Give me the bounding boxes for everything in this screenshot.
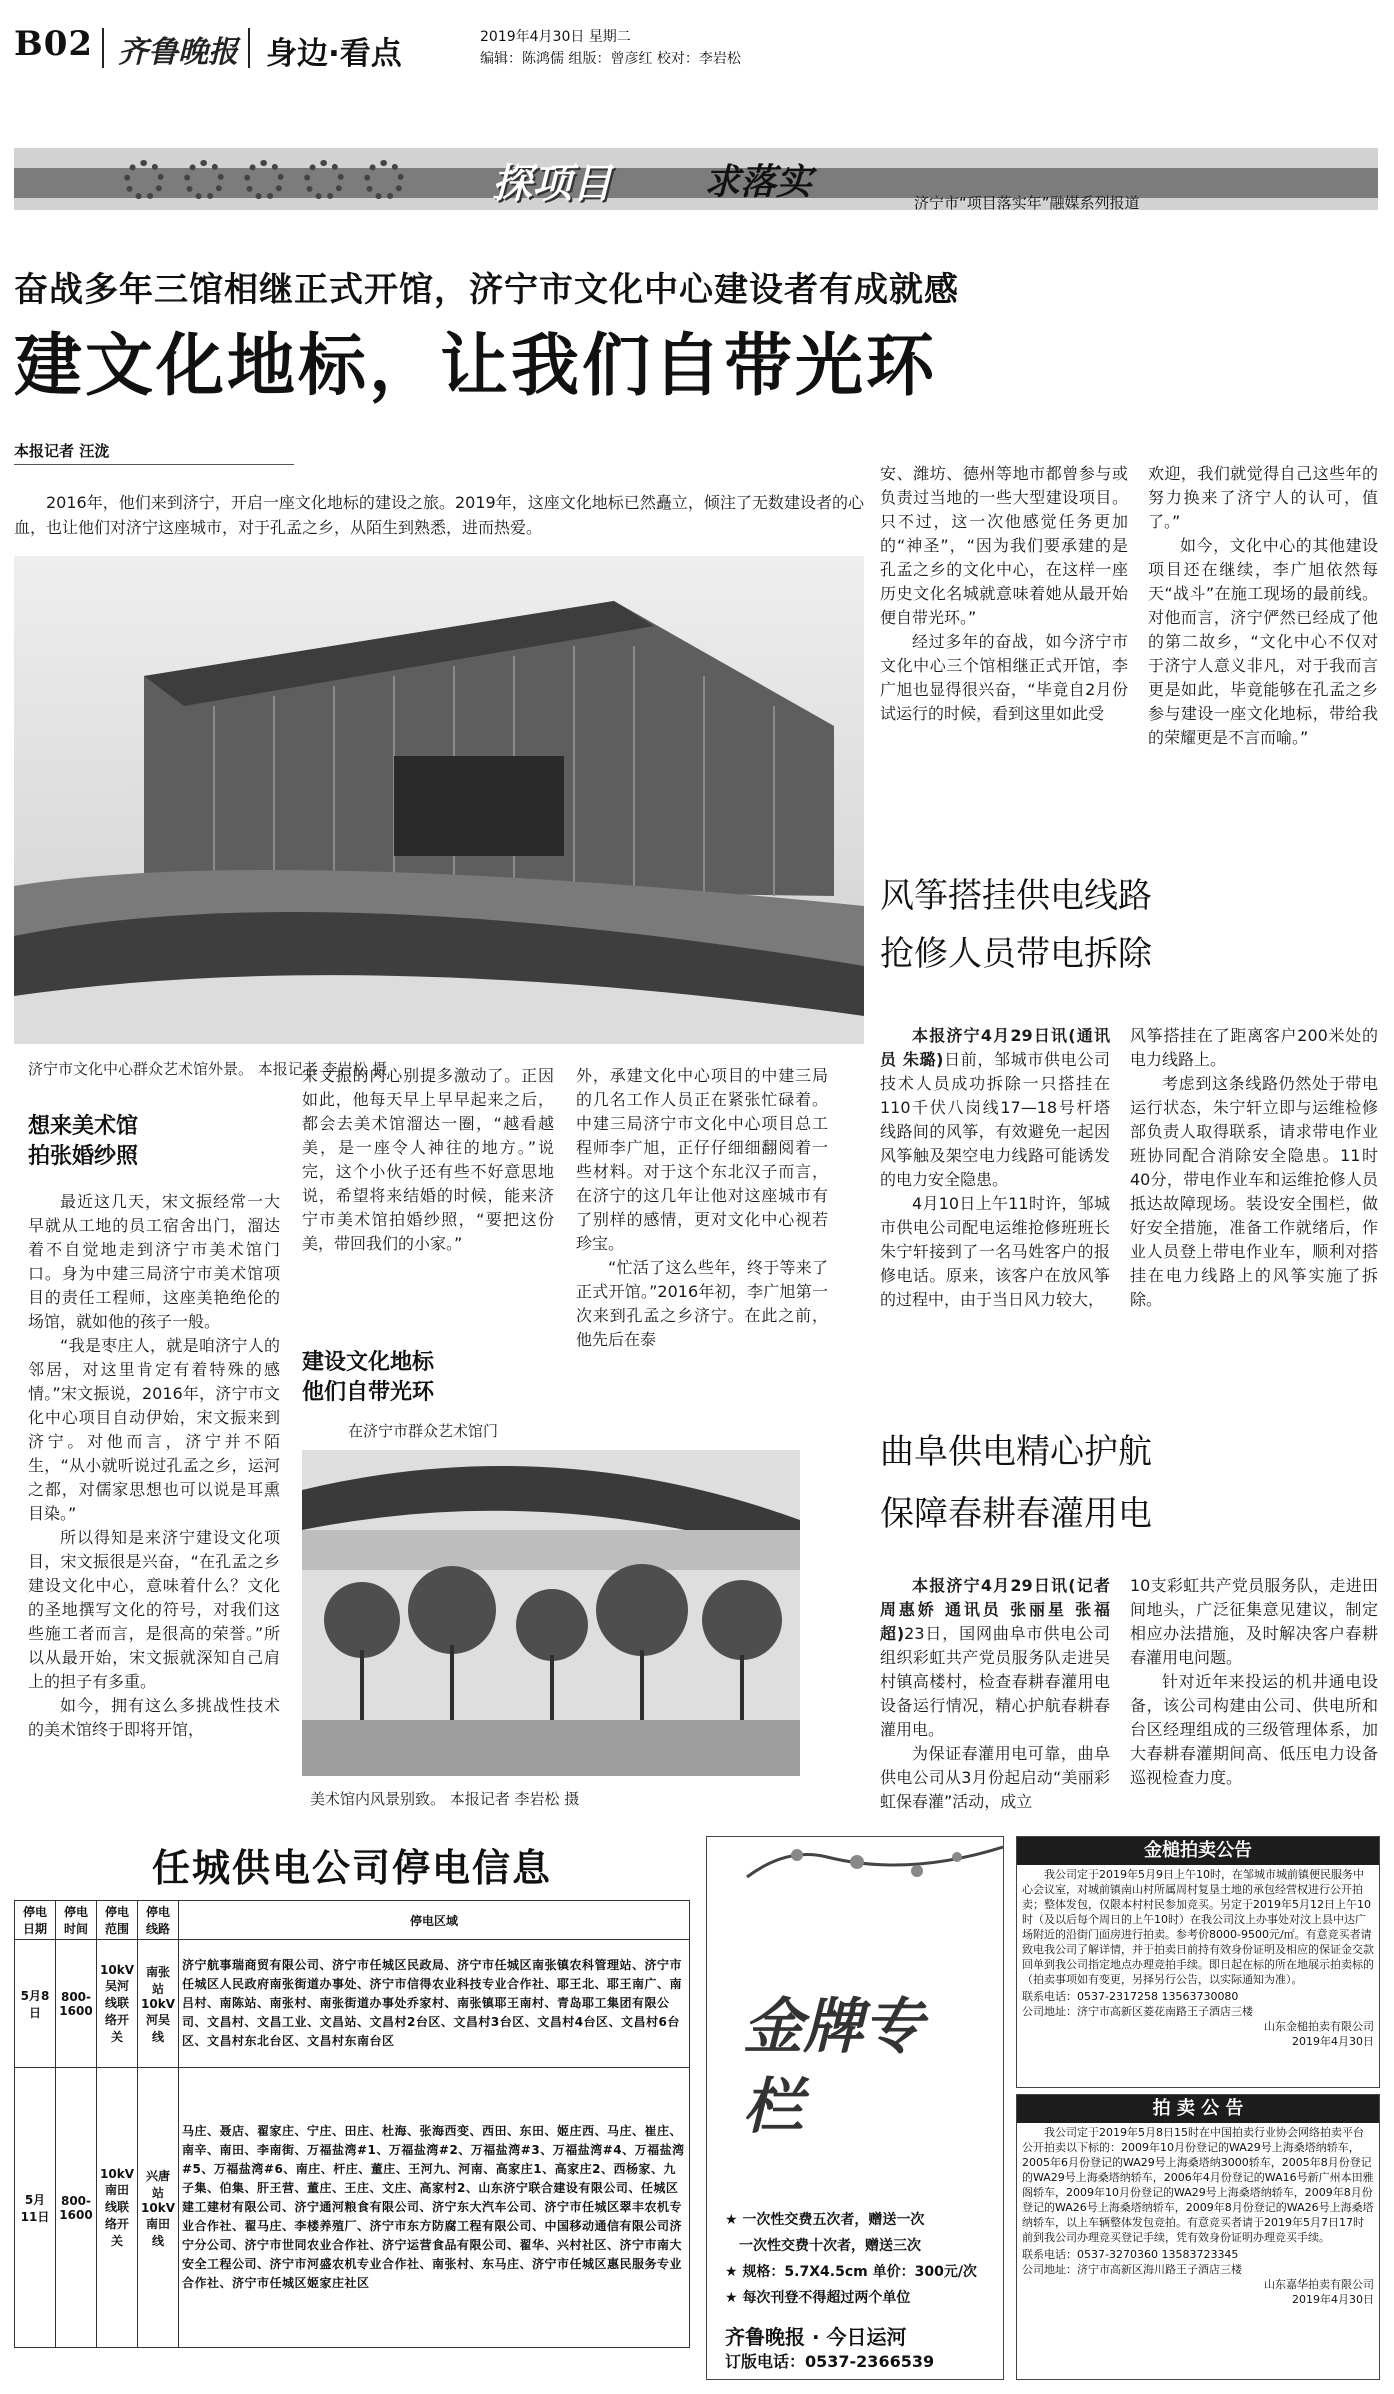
photo-art-museum-interior bbox=[302, 1450, 800, 1776]
col3-para: “忙活了这么些年，终于等来了正式开馆。”2016年初，李广旭第一次来到孔孟之乡济宁。在此之前，他先后在泰 bbox=[576, 1258, 828, 1349]
main-headline: 建文化地标，让我们自带光环 bbox=[14, 327, 938, 406]
col1-para: 如今，拥有这么多挑战性技术的美术馆终于即将开馆， bbox=[28, 1696, 280, 1739]
story3-lead: 本报济宁4月29日讯(记者 周惠娇 通讯员 张丽星 张福超) bbox=[880, 1576, 1110, 1643]
subhead-1: 想来美术馆 拍张婚纱照 bbox=[28, 1114, 139, 1169]
section-title: 身边·看点 bbox=[266, 36, 402, 72]
story2-headline-2: 抢修人员带电拆除 bbox=[880, 934, 1152, 974]
main-kicker: 奋战多年三馆相继正式开馆，济宁市文化中心建设者有成就感 bbox=[14, 270, 959, 310]
story3-para: 10支彩虹共产党员服务队，走进田间地头，广泛征集意见建议，制定相应办法措施，及时解决客户春耕春灌用电问题。 bbox=[1130, 1576, 1378, 1667]
col2-text bbox=[302, 1064, 554, 1256]
auction1-contact: 联系电话：0537-2317258 13563730080 bbox=[1022, 1990, 1239, 2003]
promo-bullet: ★ 一次性交费五次者，赠送一次 bbox=[725, 2212, 925, 2228]
table-row bbox=[15, 2068, 690, 2348]
story2-para: 4月10日上午11时许，邹城市供电公司配电运维抢修班班长朱宁轩接到了一名马姓客户的报修电话。原来，该客户在放风筝的过程中，由于当日风力较大， bbox=[880, 1194, 1110, 1309]
cell-area: 马庄、聂店、翟家庄、宁庄、田庄、杜海、张海西变、西田、东田、姬庄西、马庄、崔庄、南辛、南田、李南街、万福盐湾#1、万福盐湾#2、万福盐湾#3、万福盐湾#4、万福盐湾#5、万福盐湾#6、南庄、杆庄、董庄、王河九、河南、高家庄1、高家庄2、西杨家、九子集、伯集、肝王营、董庄、王庄、文庄、高家村2、山东济宁联合建设有限公司、任城区建工建材有限公司、济宁通河粮食有限公司、济宁东大汽车公司、济宁市任城区翠丰农机专业合作社、翟马庄、李楼养殖厂、济宁市东方防腐工程有限公司、中国移动通信有限公司济宁分公司、济宁市世同农业合作社、济宁运营食品有限公司、翟华、兴村社区、济宁市南大安全工程公司、济宁市河盛农机专业合作社、南张村、东马庄、济宁市任城区惠民服务专业合作社、济宁市任城区姬家庄社区 bbox=[179, 2068, 690, 2348]
col1-para: “我是枣庄人，就是咱济宁人的邻居，对这里肯定有着特殊的感情。”宋文振说，2016年，济宁市文化中心项目自动伊始，宋文振来到济宁。对他而言，济宁并不陌生，“从小就听说过孔孟之乡，运河之都，对儒家思想也可以说是耳熏目染。” bbox=[28, 1336, 280, 1523]
cell-time: 800-1600 bbox=[56, 2068, 97, 2348]
auction2-company: 山东嘉华拍卖有限公司 bbox=[1264, 2278, 1374, 2291]
photo-art-center-exterior-drawing bbox=[14, 556, 864, 1044]
byline-rule bbox=[14, 464, 294, 465]
page-number: B02 bbox=[14, 24, 94, 64]
byline: 本报记者 汪泷 bbox=[14, 442, 110, 460]
auction2-date: 2019年4月30日 bbox=[1292, 2293, 1374, 2306]
col1-para: 最近这几天，宋文振经常一大早就从工地的员工宿舍出门，溜达着不自觉地走到济宁市美术馆门口。身为中建三局济宁市美术馆项目的责任工程师，这座美艳绝伦的场馆，就如他的孩子一般。 bbox=[28, 1192, 280, 1331]
col2-para: 宋文振的内心别提多激动了。正因如此，他每天早上早早起来之后，都会去美术馆溜达一圈，“越看越美，是一座令人神往的地方。”说完，这个小伙子还有些不好意思地说，希望将来结婚的时候，能来济宁市美术馆拍婚纱照，“要把这份美，带回我们的小家。” bbox=[302, 1066, 554, 1253]
story3-headline-1: 曲阜供电精心护航 bbox=[880, 1432, 1152, 1472]
col4-para: 经过多年的奋战，如今济宁市文化中心三个馆相继正式开馆，李广旭也显得很兴奋，“毕竟自2月份试运行的时候，看到这里如此受 bbox=[880, 632, 1128, 723]
story2-text: 日前，邹城市供电公司技术人员成功拆除一只搭挂在110千伏八岗线17—18号杆塔线路间的风筝，有效避免一起因风筝触及架空电力线路可能诱发的电力安全隐患。 bbox=[880, 1050, 1110, 1189]
story2-lead: 本报济宁4月29日讯(通讯员 朱璐) bbox=[880, 1026, 1110, 1069]
gear-icon bbox=[304, 160, 344, 200]
lead-paragraph bbox=[14, 490, 864, 540]
story2-headline-1: 风筝搭挂供电线路 bbox=[880, 876, 1152, 916]
story3-col1 bbox=[880, 1574, 1110, 1814]
col-header: 停电线路 bbox=[138, 1901, 179, 1940]
story3-headline-2: 保障春耕春灌用电 bbox=[880, 1494, 1152, 1534]
cell-time: 800-1600 bbox=[56, 1940, 97, 2068]
auction2-contact: 联系电话：0537-3270360 13583723345 bbox=[1022, 2248, 1239, 2261]
series-banner bbox=[14, 148, 1378, 210]
story2-col1 bbox=[880, 1024, 1110, 1312]
auction1-body: 我公司定于2019年5月9日上午10时，在邹城市城前镇便民服务中心会议室，对城前镇南山村所属周村复垦土地的承包经营权进行公开拍卖；整体发包，仅限本村村民参加竞买。另定于2019年5月12日上午10时（及以后每个周日的上午10时）在我公司汶上办事处对汶上县中达广场附近的沿街门面房进行拍卖。参考价8000-9500元/㎡。有意竞买者请致电我公司了解详情，并于拍卖日前持有效身份证明及相应的保证金交款回单到我公司指定地点办理竞拍手续。即日起在标的所在地展示拍卖标的（拍卖事项如有变更，另择另行公告，以实际通知为准）。 bbox=[1022, 1868, 1374, 1986]
lead-text: 2016年，他们来到济宁，开启一座文化地标的建设之旅。2019年，这座文化地标已然矗立，倾注了无数建设者的心血，也让他们对济宁这座城市，对于孔孟之乡，从陌生到熟悉，进而热爱。 bbox=[14, 493, 864, 537]
auction1-address: 公司地址：济宁市高新区菱花南路王子酒店三楼 bbox=[1022, 2005, 1253, 2018]
gear-icon bbox=[124, 160, 164, 200]
story3-para bbox=[880, 1574, 1110, 1742]
col5-text bbox=[1148, 462, 1378, 750]
subhead-2: 建设文化地标 他们自带光环 bbox=[302, 1350, 435, 1405]
photo-art-museum-interior-drawing bbox=[302, 1450, 800, 1776]
table-header-row bbox=[15, 1901, 690, 1940]
col1-text bbox=[28, 1190, 280, 1742]
photo1-caption: 济宁市文化中心群众艺术馆外景。 本报记者 李岩松 摄 bbox=[28, 1060, 388, 1078]
col3-text bbox=[576, 1064, 828, 1352]
auction1-title: 金槌拍卖公告 bbox=[1017, 1837, 1379, 1865]
cell-scope: 10kV南田线联络开关 bbox=[97, 2068, 138, 2348]
col-header: 停电时间 bbox=[56, 1901, 97, 1940]
promo-bullet: ★ 每次刊登不得超过两个单位 bbox=[725, 2290, 911, 2306]
story3-para: 针对近年来投运的机井通电设备，该公司构建由公司、供电所和台区经理组成的三级管理体系，加大春耕春灌期间高、低压电力设备巡视检查力度。 bbox=[1130, 1672, 1378, 1787]
cell-date: 5月11日 bbox=[15, 2068, 56, 2348]
col1-para: 所以得知是来济宁建设文化项目，宋文振很是兴奋，“在孔孟之乡建设文化中心，意味着什么？文化的圣地撰写文化的符号，对我们这些施工者而言，是很高的荣誉。”所以从最开始，宋文振就深知自己肩上的担子有多重。 bbox=[28, 1528, 280, 1691]
plum-branch-drawing bbox=[707, 1837, 1003, 1937]
col-header: 停电范围 bbox=[97, 1901, 138, 1940]
divider bbox=[102, 28, 104, 68]
table-row bbox=[15, 1940, 690, 2068]
col-header: 停电区域 bbox=[179, 1901, 690, 1940]
masthead bbox=[0, 0, 1394, 80]
bullet-text: 一次性交费十次者，赠送三次 bbox=[739, 2238, 921, 2254]
promo-bullet: ★ 规格：5.7X4.5cm 单价：300元/次 bbox=[725, 2264, 977, 2280]
divider bbox=[248, 28, 250, 68]
auction2-address: 公司地址：济宁市高新区海川路王子酒店三楼 bbox=[1022, 2263, 1242, 2276]
brand-line: 齐鲁晚报 · 今日运河 bbox=[725, 2325, 907, 2349]
col5-para: 欢迎，我们就觉得自己这些年的努力换来了济宁人的认可，值了。” bbox=[1148, 464, 1378, 531]
auction2-title: 拍 卖 公 告 bbox=[1017, 2095, 1379, 2123]
story2-para bbox=[880, 1024, 1110, 1192]
bullet-text: 规格：5.7X4.5cm 单价：300元/次 bbox=[742, 2264, 977, 2280]
ad-column-box bbox=[706, 1836, 1004, 2380]
auction2-body: 我公司定于2019年5月8日15时在中国拍卖行业协会网络拍卖平台公开拍卖以下标的：2009年10月份登记的WA29号上海桑塔纳轿车，2005年6月份登记的WA29号上海桑塔纳3000轿车，2005年8月份登记的WA29号上海桑塔纳轿车，2006年4月份登记的WA16号新广州本田雅阁轿车，2009年10月份登记的WA29号上海桑塔纳轿车，2009年8月份登记的WA26号上海桑塔纳轿车，2009年8月份登记的WA26号上海桑塔纳轿车，以上车辆整体发包竞拍。有意竞买者请于2019年5月7日17时前到我公司办理竞买登记手续，凭有效身份证明办理竞买手续。 bbox=[1022, 2126, 1374, 2244]
phone-line: 订版电话：0537-2366539 bbox=[725, 2352, 935, 2371]
auction-box-2 bbox=[1016, 2094, 1380, 2380]
story2-col2 bbox=[1130, 1024, 1378, 1312]
story2-para: 风筝搭挂在了距离客户200米处的电力线路上。 bbox=[1130, 1026, 1378, 1069]
cell-line: 兴唐站10kV南田线 bbox=[138, 2068, 179, 2348]
plum-branch-decoration bbox=[707, 1837, 1003, 1937]
gear-icon bbox=[364, 160, 404, 200]
promo-bullets bbox=[725, 2207, 995, 2311]
bullet-text: 每次刊登不得超过两个单位 bbox=[742, 2290, 911, 2306]
banner-title-left: 探项目 bbox=[492, 160, 612, 207]
col3-para: 外，承建文化中心项目的中建三局的几名工作人员正在紧张忙碌着。中建三局济宁市文化中心项目总工程师李广旭，正仔仔细细翻阅着一些材料。对于这个东北汉子而言，在济宁的这几年让他对这座城市有了别样的感情，更对文化中心视若珍宝。 bbox=[576, 1066, 828, 1253]
editors-line: 编辑：陈鸿儒 组版：曾彦红 校对：李岩松 bbox=[480, 51, 741, 67]
cell-area: 济宁航事瑞商贸有限公司、济宁市任城区民政局、济宁市任城区南张镇农科管理站、济宁市任城区人民政府南张街道办事处、济宁市信得农业科技专业合作社、耶王北、耶王南广、南吕村、南陈站、南张村、南张街道办事处乔家村、南张镇耶王南村、青岛耶工集团有限公司、文昌村、文昌工业、文昌站、文昌村2台区、文昌村3台区、文昌村4台区、文昌村6台区、文昌村东北台区、文昌村东南台区 bbox=[179, 1940, 690, 2068]
photo-art-center-exterior bbox=[14, 556, 864, 1044]
col4-text bbox=[880, 462, 1128, 726]
column-title: 金牌专栏 bbox=[743, 1992, 923, 2142]
cell-line: 南张站10kV河吴线 bbox=[138, 1940, 179, 2068]
cell-scope: 10kV吴河线联络开关 bbox=[97, 1940, 138, 2068]
paper-logo: 齐鲁晚报 bbox=[118, 35, 238, 70]
auction-box-1 bbox=[1016, 1836, 1380, 2088]
auction1-company: 山东金槌拍卖有限公司 bbox=[1264, 2020, 1374, 2033]
story3-col2 bbox=[1130, 1574, 1378, 1790]
promo-bullet bbox=[725, 2233, 995, 2259]
issue-date: 2019年4月30日 星期二 bbox=[480, 29, 631, 45]
story2-para: 考虑到这条线路仍然处于带电运行状态，朱宁轩立即与运维检修部负责人取得联系，请求带电作业班协同配合消除安全隐患。11时40分，带电作业车和运维抢修人员抵达故障现场。装设安全围栏，做好安全措施，准备工作就绪后，作业人员登上带电作业车，顺利对搭挂在电力线路上的风筝实施了拆除。 bbox=[1130, 1074, 1378, 1309]
auction1-date: 2019年4月30日 bbox=[1292, 2035, 1374, 2048]
banner-subtitle: 济宁市“项目落实年”融媒系列报道 bbox=[914, 194, 1140, 212]
banner-title-right: 求落实 bbox=[704, 161, 813, 203]
photo2-overcaption: 在济宁市群众艺术馆门 bbox=[348, 1422, 499, 1440]
banner-icons bbox=[124, 156, 454, 206]
col5-para: 如今，文化中心的其他建设项目还在继续，李广旭依然每天“战斗”在施工现场的最前线。对他而言，济宁俨然已经成了他的第二故乡，“文化中心不仅对于济宁人意义非凡，对于我而言更是如此，毕竟能够在孔孟之乡参与建设一座文化地标，带给我的荣耀更是不言而喻。” bbox=[1148, 536, 1378, 747]
bullet-text: 一次性交费五次者，赠送一次 bbox=[742, 2212, 925, 2228]
col4-para: 安、潍坊、德州等地市都曾参与或负责过当地的一些大型建设项目。只不过，这一次他感觉任务更加的“神圣”，“因为我们要承建的是孔孟之乡的文化中心，在这样一座历史文化名城就意味着她从最开始便自带光环。” bbox=[880, 464, 1128, 627]
outage-title: 任城供电公司停电信息 bbox=[151, 1846, 552, 1890]
outage-table bbox=[14, 1900, 690, 2348]
col-header: 停电日期 bbox=[15, 1901, 56, 1940]
story3-para: 为保证春灌用电可靠，曲阜供电公司从3月份起启动“美丽彩虹保春灌”活动，成立 bbox=[880, 1744, 1110, 1811]
gear-icon bbox=[244, 160, 284, 200]
photo2-caption: 美术馆内风景别致。 本报记者 李岩松 摄 bbox=[310, 1790, 580, 1808]
cell-date: 5月8日 bbox=[15, 1940, 56, 2068]
gear-icon bbox=[184, 160, 224, 200]
outage-box bbox=[14, 1836, 690, 2378]
story3-text: 23日，国网曲阜市供电公司组织彩虹共产党员服务队走进吴村镇高楼村，检查春耕春灌用电设备运行情况，精心护航春耕春灌用电。 bbox=[880, 1624, 1110, 1739]
